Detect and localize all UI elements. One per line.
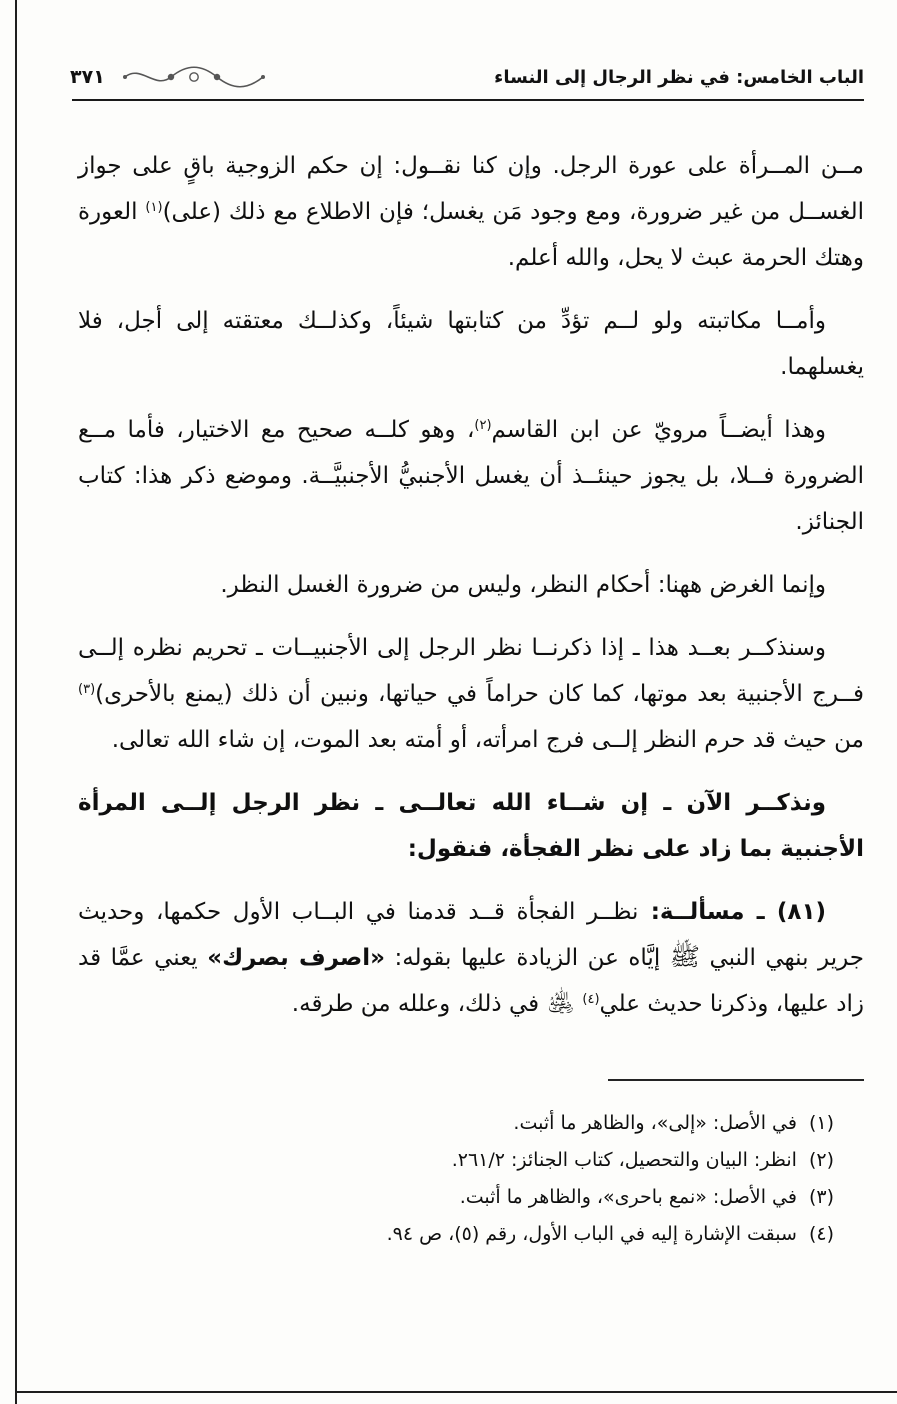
text-run: وإنما الغرض ههنا: أحكام النظر، وليس من ضرورة الغسل النظر. [220, 572, 826, 598]
text-run: وسنذكــر بعــد هذا ـ إذا ذكرنــا نظر الرجل إلى الأجنبيــات ـ تحريم نظره إلــى فــرج الأجنبية بعد موتها، كما كان حراماً في حياتها، ونبين أن ذلك (يمنع بالأحرى) [78, 635, 864, 707]
header-rule [72, 99, 864, 101]
footnote-text: سبقت الإشارة إليه في الباب الأول، رقم (٥)، ص ٩٤. [386, 1223, 797, 1245]
text-run: وهذا أيضــاً مرويّ عن ابن القاسم [491, 417, 827, 443]
footnote-ref: (١) [145, 200, 163, 215]
page-edge-bottom-line [15, 1391, 897, 1393]
footnote-ref: (٤) [582, 992, 600, 1007]
footnotes [78, 1105, 864, 1253]
paragraph [78, 562, 864, 608]
paragraph [78, 625, 864, 763]
footnote-text: في الأصل: «إلى»، والظاهر ما أثبت. [513, 1112, 797, 1134]
paragraph [78, 298, 864, 390]
footnote-text: انظر: البيان والتحصيل، كتاب الجنائز: ٢٦١/٢. [451, 1149, 797, 1171]
text-run: يعني عمَّا قد زاد عليها، وذكرنا حديث علي [78, 945, 864, 1017]
footnote-number: (٤) [808, 1223, 834, 1245]
text-run: من حيث قد حرم النظر إلــى فرج امرأته، أو أمته بعد الموت، إن شاء الله تعالى. [111, 727, 864, 753]
paragraph [78, 407, 864, 545]
text-run: «اصرف بصرك» [207, 945, 385, 971]
honorific-symbol: ﷺ [669, 942, 700, 971]
paragraph [78, 143, 864, 281]
body-text [78, 143, 864, 1253]
footnote-separator [608, 1079, 864, 1081]
paragraph [78, 889, 864, 1027]
honorific-symbol: ﵁ [539, 988, 583, 1017]
text-run: ، وهو كلــه صحيح مع الاختيار، فأما مــع الضرورة فــلا، بل يجوز حينئــذ أن يغسل الأجنبيُّ الأجنبيَّــة. وموضع ذكر هذا: كتاب الجنائز. [78, 417, 864, 535]
text-run: (٨١) ـ مسألــة: [638, 899, 826, 925]
page-edge-left-line [15, 0, 17, 1404]
footnote-ref: (٢) [474, 418, 492, 433]
footnote-number: (١) [808, 1112, 834, 1134]
text-run: وأمــا مكاتبته ولو لــم تؤدِّ من كتابتها شيئاً، وكذلــك معتقته إلى أجل، فلا يغسلهما. [78, 308, 864, 380]
chapter-title: الباب الخامس: في نظر الرجال إلى النساء [494, 66, 864, 88]
footnote-number: (٣) [808, 1186, 834, 1208]
footnote-text: في الأصل: «نمع باحرى»، والظاهر ما أثبت. [459, 1186, 797, 1208]
page-number: ٣٧١ [70, 66, 105, 88]
text-run: العورة وهتك الحرمة عبث لا يحل، والله أعلم. [78, 199, 864, 271]
body-paragraphs [78, 143, 864, 1027]
footnote-item [78, 1179, 834, 1216]
text-run: مــن المــرأة على عورة الرجل. وإن كنا نقــول: إن حكم الزوجية باقٍ على جواز الغســل من غير ضرورة، ومع وجود مَن يغسل؛ فإن الاطلاع مع ذلك (على) [78, 153, 864, 225]
footnote-item [78, 1216, 834, 1253]
footnote-item [78, 1142, 834, 1179]
text-run: نظــر الفجأة قــد قدمنا في البــاب الأول حكمها، وحديث جرير بنهي النبي [78, 899, 865, 971]
header-left-group [70, 64, 269, 90]
paragraph [78, 780, 864, 872]
header-ornament-icon [119, 64, 269, 90]
text-run: في ذلك، وعلله من طرقه. [291, 991, 540, 1017]
text-run: ونذكــر الآن ـ إن شــاء الله تعالــى ـ نظر الرجل إلــى المرأة الأجنبية بما زاد على نظر الفجأة، فنقول: [78, 790, 864, 862]
page-header [0, 0, 897, 90]
footnote-ref: (٣) [78, 682, 96, 697]
text-run: إيَّاه عن الزيادة عليها بقوله: [384, 945, 670, 971]
footnote-number: (٢) [808, 1149, 834, 1171]
footnote-item [78, 1105, 834, 1142]
